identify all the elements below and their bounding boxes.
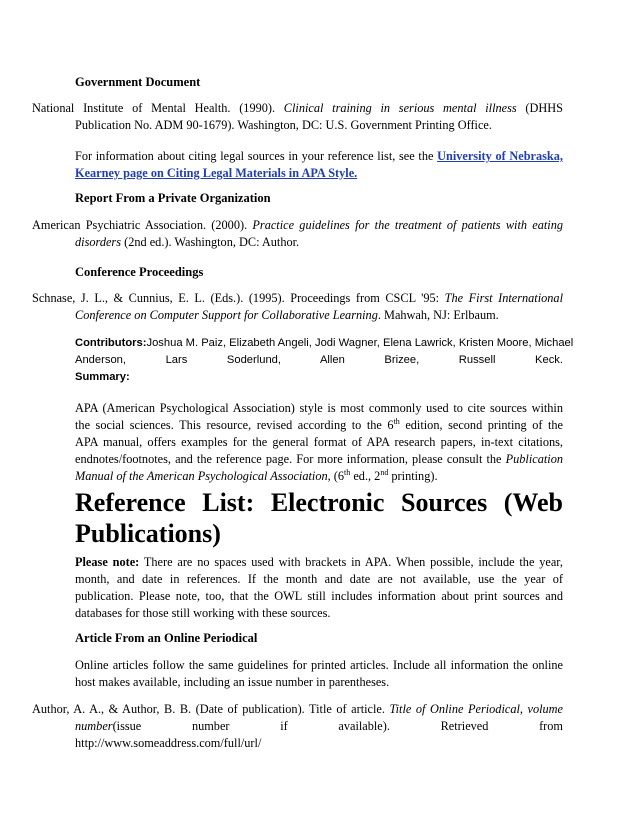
heading-private-organization: Report From a Private Organization [75, 191, 271, 205]
contributors-block: Contributors:Joshua M. Paiz, Elizabeth Angeli, Jodi Wagner, Elena Lawrick, Kristen Moore, Michael Anderson, Lars Soderlund, Allen Brizee, Russell Keck. Summary: [75, 335, 563, 386]
summary-paragraph: APA (American Psychological Association) style is most commonly used to cite sources within the social sciences. This resource, revised according to the 6th edition, second printing of the APA manual, offers examples for the general format of APA research papers, in-text citations, endnotes/footnotes, and the reference page. For more information, please consult the Publication Manual of the American Psychological Association, (6th ed., 2nd printing). [75, 401, 564, 483]
heading-government-document: Government Document [75, 75, 201, 89]
unl-kearney-link-cont[interactable]: Kearney page on Citing Legal Materials in APA Style. [75, 166, 358, 180]
example-url: http://www.someaddress.com/full/url/ [75, 736, 262, 750]
contributors-label: Contributors: [75, 337, 147, 349]
online-periodical-text: Online articles follow the same guidelines for printed articles. Include all information the online host makes available, including an issue number in parentheses. [75, 658, 563, 689]
please-note-label: Please note: [75, 555, 140, 569]
legal-sources-note: For information about citing legal sources in your reference list, see the University of Nebraska, Kearney page on Citing Legal Materials in APA Style. [75, 149, 563, 180]
heading-electronic-sources: Reference List: Electronic Sources (Web Publications) [75, 488, 563, 548]
reference-nimh: National Institute of Mental Health. (1990). Clinical training in serious mental illness (DHHS Publication No. ADM 90-1679). Washington, DC: U.S. Government Printing Office. [32, 101, 563, 132]
heading-conference-proceedings: Conference Proceedings [75, 265, 204, 279]
heading-online-periodical: Article From an Online Periodical [75, 631, 258, 645]
reference-online-article-template: Author, A. A., & Author, B. B. (Date of publication). Title of article. Title of Online Periodical, volume number(issue number if available). Retrieved from http://www.someaddress.com/full/url/ [32, 702, 564, 750]
summary-label: Summary: [75, 371, 130, 383]
reference-apa-psychiatric: American Psychiatric Association. (2000). Practice guidelines for the treatment of patients with eating disorders (2nd ed.). Washington, DC: Author. [32, 218, 563, 249]
unl-kearney-link[interactable]: University of Nebraska, [437, 149, 563, 163]
please-note-paragraph: Please note: There are no spaces used with brackets in APA. When possible, include the year, month, and date in references. If the month and date are not available, use the year of publication. Please note, too, that the OWL still includes information about print sources and databases for those still working with these sources. [75, 555, 563, 620]
reference-schnase: Schnase, J. L., & Cunnius, E. L. (Eds.). (1995). Proceedings from CSCL '95: The First International Conference on Computer Support for Collaborative Learning. Mahwah, NJ: Erlbaum. [32, 291, 563, 322]
